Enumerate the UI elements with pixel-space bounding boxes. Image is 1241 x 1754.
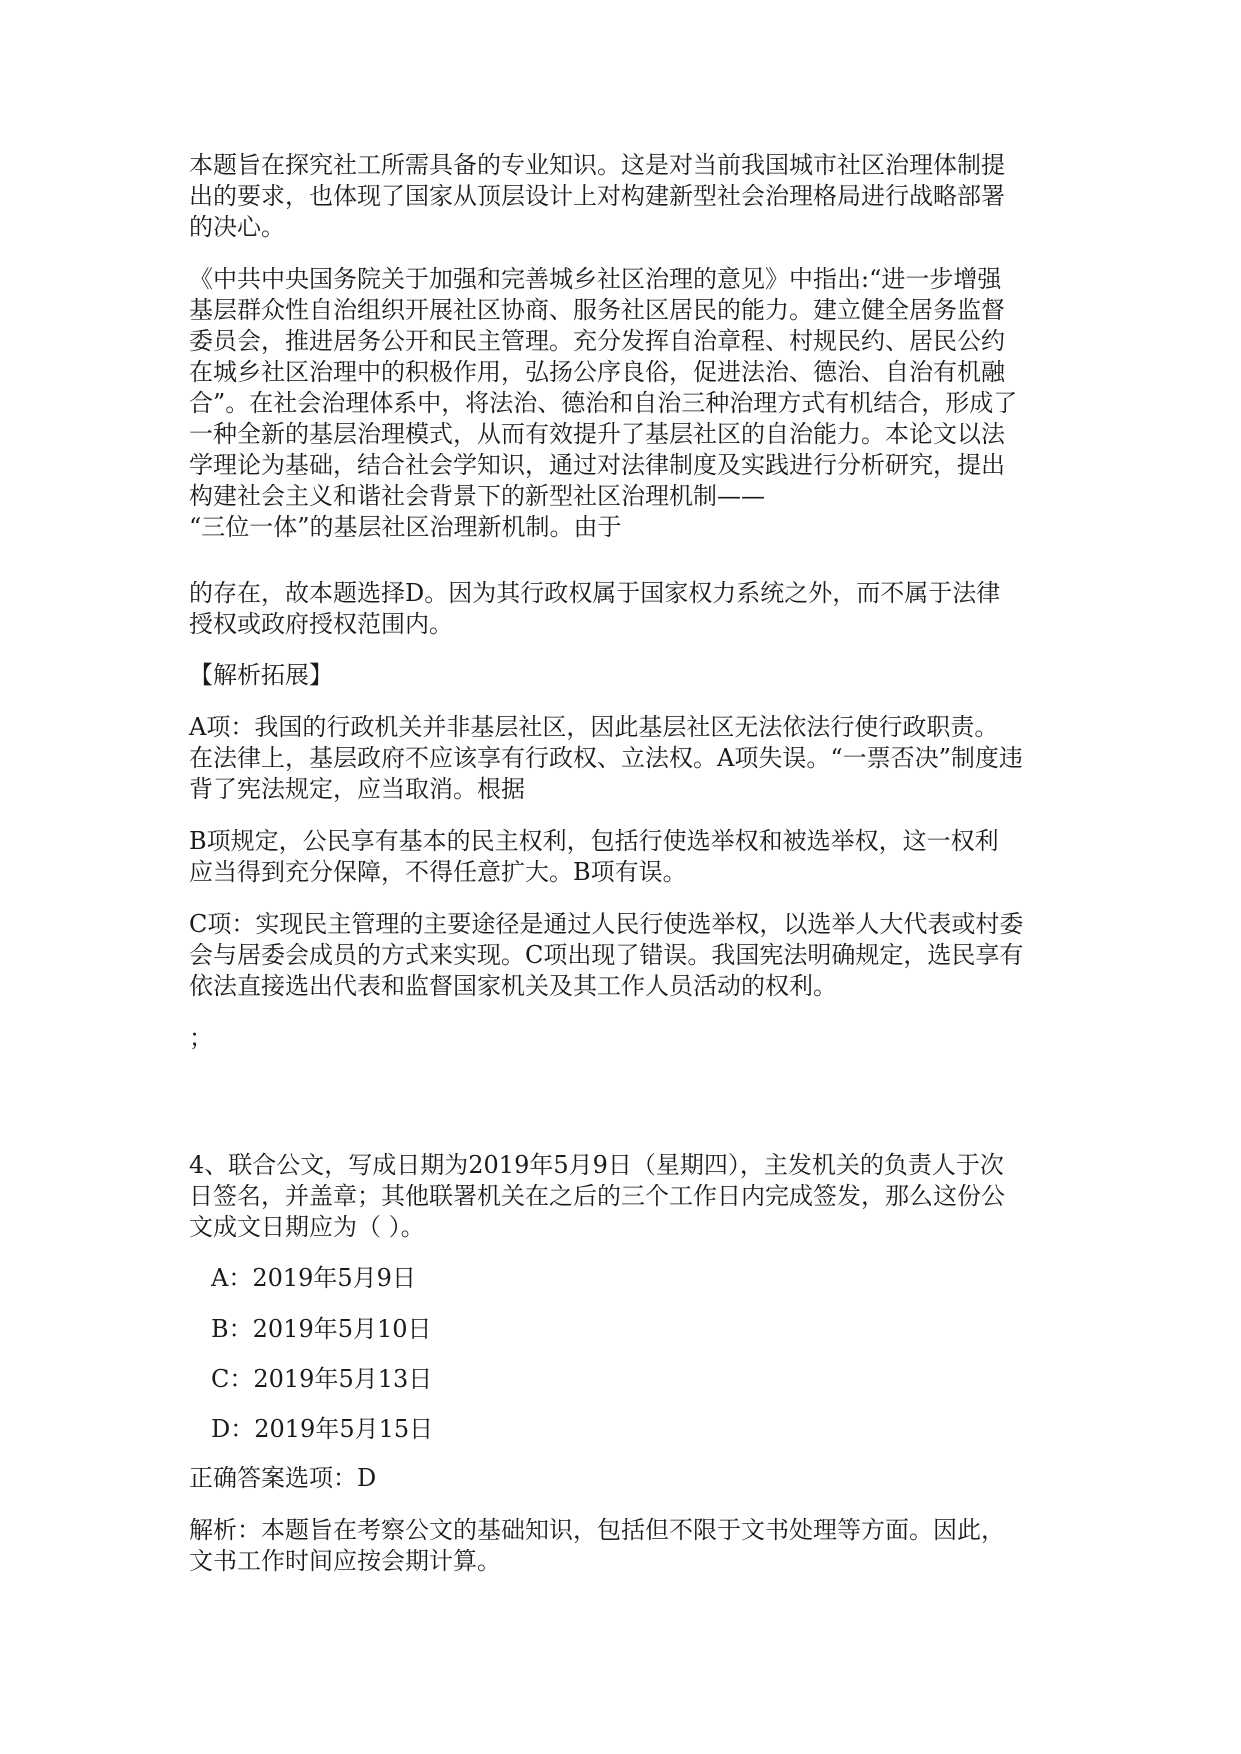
text-line: 出的要求，也体现了国家从顶层设计上对构建新型社会治理格局进行战略部署 xyxy=(189,182,1005,210)
intro-paragraph xyxy=(189,150,1059,243)
conclusion-paragraph xyxy=(189,578,1059,640)
explanation-paragraph xyxy=(189,1515,1059,1577)
text-line: 文书工作时间应按会期计算。 xyxy=(189,1547,501,1575)
text-line: 应当得到充分保障，不得任意扩大。B项有误。 xyxy=(189,858,687,886)
question-stem xyxy=(189,1150,1059,1243)
text-line: 授权或政府授权范围内。 xyxy=(189,610,453,638)
item-a-paragraph xyxy=(189,712,1059,805)
text-line: 会与居委会成员的方式来实现。C项出现了错误。我国宪法明确规定，选民享有 xyxy=(189,941,1024,969)
text-line: C项：实现民主管理的主要途径是通过人民行使选举权，以选举人大代表或村委 xyxy=(189,910,1024,938)
text-line: 委员会，推进居务公开和民主管理。充分发挥自治章程、村规民约、居民公约 xyxy=(189,327,1005,355)
text-line: 在城乡社区治理中的积极作用，弘扬公序良俗，促进法治、德治、自治有机融 xyxy=(189,358,1005,386)
text-line: 基层群众性自治组织开展社区协商、服务社区居民的能力。建立健全居务监督 xyxy=(189,296,1005,324)
option-d: D：2019年5月15日 xyxy=(211,1415,434,1443)
text-line: 日签名，并盖章；其他联署机关在之后的三个工作日内完成签发，那么这份公 xyxy=(189,1182,1005,1210)
text-line: 的决心。 xyxy=(189,213,285,241)
extension-heading: 【解析拓展】 xyxy=(189,661,333,689)
text-line: 依法直接选出代表和监督国家机关及其工作人员活动的权利。 xyxy=(189,972,837,1000)
text-line: 在法律上，基层政府不应该享有行政权、立法权。A项失误。“一票否决”制度违 xyxy=(189,744,1023,772)
text-line: 学理论为基础，结合社会学知识，通过对法律制度及实践进行分析研究，提出 xyxy=(189,451,1005,479)
text-line: 《中共中央国务院关于加强和完善城乡社区治理的意见》中指出:“进一步增强 xyxy=(189,265,1002,293)
quote-paragraph xyxy=(189,264,1059,543)
text-line: 本题旨在探究社工所需具备的专业知识。这是对当前我国城市社区治理体制提 xyxy=(189,151,1005,179)
answer-line: 正确答案选项：D xyxy=(189,1464,377,1492)
text-line: A项：我国的行政机关并非基层社区，因此基层社区无法依法行使行政职责。 xyxy=(189,713,999,741)
text-line: 解析：本题旨在考察公文的基础知识，包括但不限于文书处理等方面。因此， xyxy=(189,1516,1005,1544)
text-line: 一种全新的基层治理模式，从而有效提升了基层社区的自治能力。本论文以法 xyxy=(189,420,1005,448)
text-line: 4、联合公文，写成日期为2019年5月9日（星期四），主发机关的负责人于次 xyxy=(189,1151,1004,1179)
option-b: B：2019年5月10日 xyxy=(211,1315,432,1343)
text-line: “三位一体”的基层社区治理新机制。由于 xyxy=(189,513,622,541)
semicolon-line: ； xyxy=(189,1024,213,1052)
item-c-paragraph xyxy=(189,909,1059,1002)
text-line: 背了宪法规定，应当取消。根据 xyxy=(189,775,525,803)
option-a: A：2019年5月9日 xyxy=(211,1264,416,1292)
text-line: 合”。在社会治理体系中，将法治、德治和自治三种治理方式有机结合，形成了 xyxy=(189,389,1018,417)
text-line: 构建社会主义和谐社会背景下的新型社区治理机制—— xyxy=(189,482,765,510)
option-c: C：2019年5月13日 xyxy=(211,1365,433,1393)
item-b-paragraph xyxy=(189,826,1059,888)
text-line: B项规定，公民享有基本的民主权利，包括行使选举权和被选举权，这一权利 xyxy=(189,827,999,855)
text-line: 文成文日期应为（ ）。 xyxy=(189,1213,425,1241)
text-line: 的存在，故本题选择D。因为其行政权属于国家权力系统之外，而不属于法律 xyxy=(189,579,1001,607)
